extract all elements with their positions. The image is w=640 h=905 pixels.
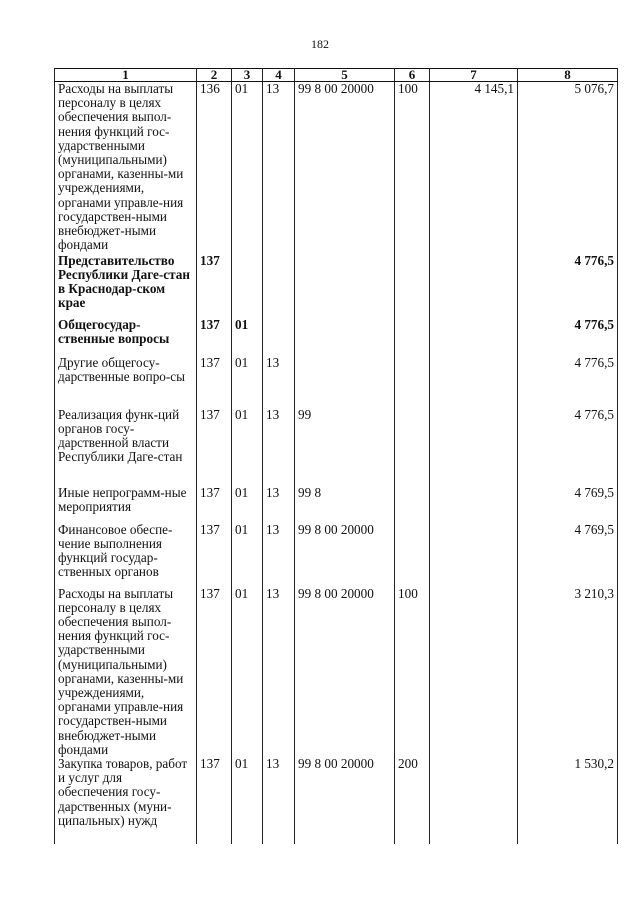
row-name: Расходы на выплаты персоналу в целях обеспечения выпол-нения функций гос-ударственными (муниципальными) органами, казенны-ми учреждениями, органами управле-ния государствен-ными внебюджет-ными фондами bbox=[55, 82, 197, 254]
row-name: Другие общегосу-дарственные вопро-сы bbox=[55, 356, 197, 408]
header-col-2: 2 bbox=[197, 69, 232, 82]
budget-table bbox=[54, 68, 618, 844]
row-col-6 bbox=[395, 318, 430, 356]
row-col-7 bbox=[430, 254, 518, 318]
row-name: Финансовое обеспе-чение выполнения функций государ-ственных органов bbox=[55, 523, 197, 587]
header-row bbox=[55, 69, 618, 82]
row-col-2: 136 bbox=[197, 82, 232, 254]
row-col-4 bbox=[263, 254, 295, 318]
row-name: Реализация функ-ций органов госу-дарственной власти Республики Даге-стан bbox=[55, 408, 197, 486]
row-col-4: 13 bbox=[263, 523, 295, 587]
row-col-2: 137 bbox=[197, 356, 232, 408]
row-col-8: 5 076,7 bbox=[518, 82, 618, 254]
header-col-6: 6 bbox=[395, 69, 430, 82]
row-col-4: 13 bbox=[263, 356, 295, 408]
row-name: Представительство Республики Даге-стан в Краснодар-ском крае bbox=[55, 254, 197, 318]
table-row bbox=[55, 254, 618, 318]
row-col-4: 13 bbox=[263, 408, 295, 486]
table-row bbox=[55, 757, 618, 844]
row-name: Закупка товаров, работ и услуг для обеспечения госу-дарственных (муни-ципальных) нужд bbox=[55, 757, 197, 844]
row-col-3: 01 bbox=[232, 356, 263, 408]
row-col-4 bbox=[263, 318, 295, 356]
row-col-5: 99 8 00 20000 bbox=[295, 757, 395, 844]
row-col-2: 137 bbox=[197, 254, 232, 318]
row-col-5 bbox=[295, 318, 395, 356]
row-col-7 bbox=[430, 408, 518, 486]
row-col-2: 137 bbox=[197, 408, 232, 486]
row-col-3 bbox=[232, 254, 263, 318]
row-col-3: 01 bbox=[232, 82, 263, 254]
row-col-2: 137 bbox=[197, 486, 232, 523]
row-col-5: 99 8 00 20000 bbox=[295, 587, 395, 757]
header-col-8: 8 bbox=[518, 69, 618, 82]
row-col-3: 01 bbox=[232, 757, 263, 844]
header-col-7: 7 bbox=[430, 69, 518, 82]
row-name: Общегосудар-ственные вопросы bbox=[55, 318, 197, 356]
row-col-3: 01 bbox=[232, 587, 263, 757]
row-col-4: 13 bbox=[263, 82, 295, 254]
row-col-6 bbox=[395, 356, 430, 408]
row-col-2: 137 bbox=[197, 318, 232, 356]
row-col-5: 99 8 00 20000 bbox=[295, 82, 395, 254]
row-col-8: 4 776,5 bbox=[518, 254, 618, 318]
row-col-8: 4 776,5 bbox=[518, 356, 618, 408]
row-col-6 bbox=[395, 486, 430, 523]
row-col-5 bbox=[295, 356, 395, 408]
table-row bbox=[55, 408, 618, 486]
row-col-8: 4 776,5 bbox=[518, 408, 618, 486]
row-col-6 bbox=[395, 254, 430, 318]
row-col-7 bbox=[430, 587, 518, 757]
row-name: Иные непрограмм-ные мероприятия bbox=[55, 486, 197, 523]
row-col-8: 4 769,5 bbox=[518, 486, 618, 523]
row-col-3: 01 bbox=[232, 486, 263, 523]
row-col-8: 4 776,5 bbox=[518, 318, 618, 356]
row-col-3: 01 bbox=[232, 408, 263, 486]
page-number: 182 bbox=[311, 37, 329, 51]
row-col-5: 99 bbox=[295, 408, 395, 486]
row-col-7 bbox=[430, 356, 518, 408]
table-row bbox=[55, 356, 618, 408]
row-col-8: 4 769,5 bbox=[518, 523, 618, 587]
row-col-7 bbox=[430, 486, 518, 523]
row-col-4: 13 bbox=[263, 587, 295, 757]
header-col-3: 3 bbox=[232, 69, 263, 82]
table-row bbox=[55, 587, 618, 757]
table-row bbox=[55, 486, 618, 523]
row-col-7 bbox=[430, 757, 518, 844]
row-col-6: 200 bbox=[395, 757, 430, 844]
row-col-5: 99 8 bbox=[295, 486, 395, 523]
row-col-3: 01 bbox=[232, 523, 263, 587]
row-col-5 bbox=[295, 254, 395, 318]
row-col-8: 1 530,2 bbox=[518, 757, 618, 844]
row-col-7: 4 145,1 bbox=[430, 82, 518, 254]
row-col-7 bbox=[430, 318, 518, 356]
row-col-8: 3 210,3 bbox=[518, 587, 618, 757]
row-col-5: 99 8 00 20000 bbox=[295, 523, 395, 587]
header-col-1: 1 bbox=[55, 69, 197, 82]
table-row bbox=[55, 82, 618, 254]
row-col-2: 137 bbox=[197, 523, 232, 587]
row-col-4: 13 bbox=[263, 757, 295, 844]
row-col-6 bbox=[395, 523, 430, 587]
row-col-6: 100 bbox=[395, 82, 430, 254]
row-col-3: 01 bbox=[232, 318, 263, 356]
row-col-7 bbox=[430, 523, 518, 587]
row-name: Расходы на выплаты персоналу в целях обеспечения выпол-нения функций гос-ударственными (муниципальными) органами, казенны-ми учреждениями, органами управле-ния государствен-ными внебюджет-ными фондами bbox=[55, 587, 197, 757]
table-row bbox=[55, 523, 618, 587]
header-col-4: 4 bbox=[263, 69, 295, 82]
row-col-6: 100 bbox=[395, 587, 430, 757]
header-col-5: 5 bbox=[295, 69, 395, 82]
row-col-4: 13 bbox=[263, 486, 295, 523]
table-row bbox=[55, 318, 618, 356]
row-col-2: 137 bbox=[197, 757, 232, 844]
row-col-2: 137 bbox=[197, 587, 232, 757]
row-col-6 bbox=[395, 408, 430, 486]
